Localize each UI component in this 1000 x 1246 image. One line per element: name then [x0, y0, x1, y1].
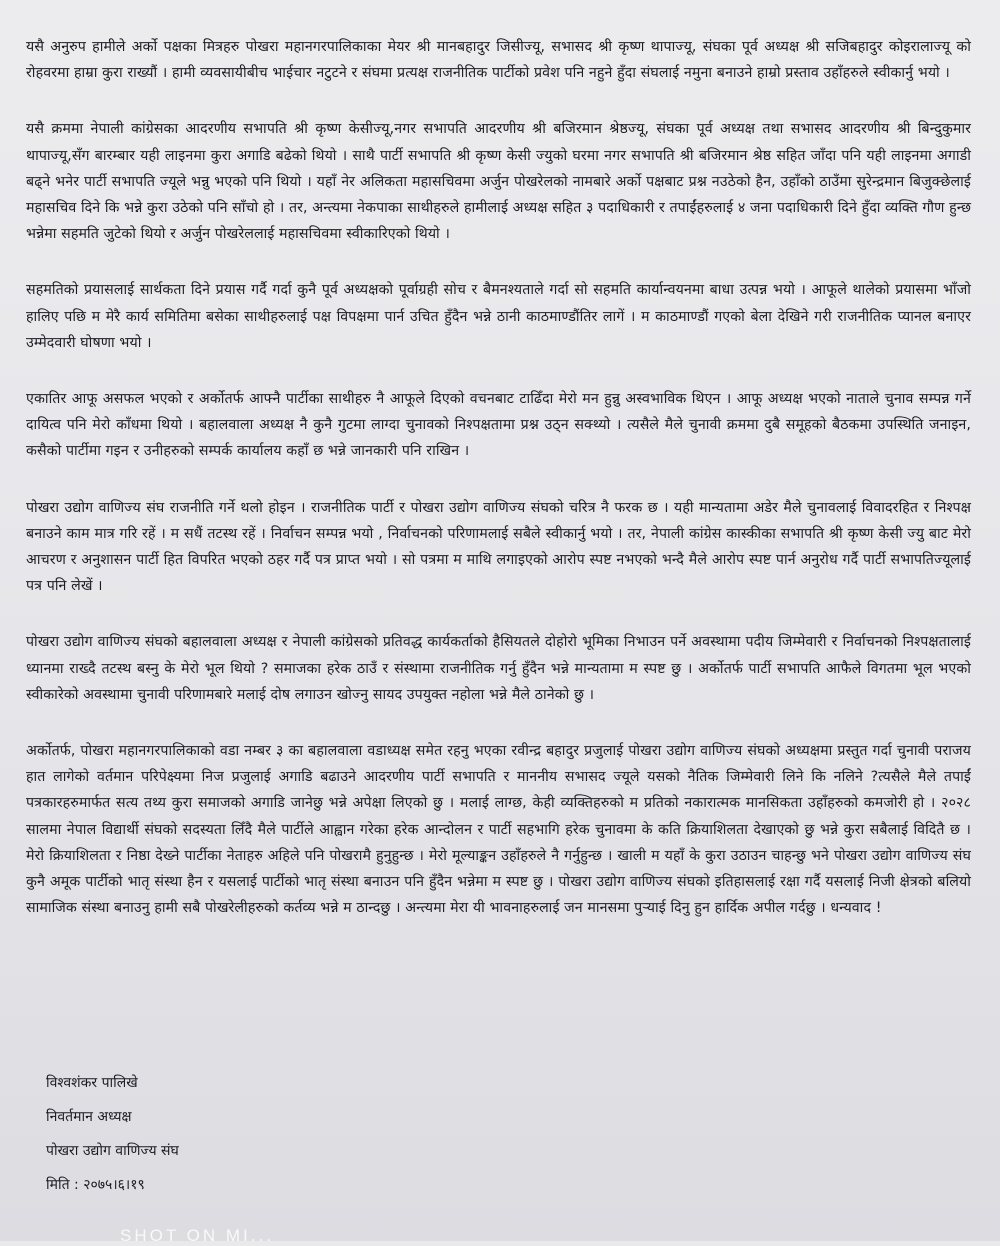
paragraph-1: यसै अनुरुप हामीले अर्को पक्षका मित्रहरु पोखरा महानगरपालिकाका मेयर श्री मानबहादुर जिसीज्यू, सभासद श्री कृष्ण थापाज्यू, संघका पूर्व अध्यक्ष श्री सजिबहादुर कोइरालाज्यू को रोहवरमा हाम्रा कुरा राख्यौं । हामी व्यवसायीबीच भाईचार नटुटने र संघमा प्रत्यक्ष राजनीतिक पार्टीको प्रवेश पनि नहुने हुँदा संघलाई नमुना बनाउने हाम्रो प्रस्ताव उहाँहरुले स्वीकार्नु भयो । — [26, 39, 971, 82]
signatory-designation: निवर्तमान अध्यक्ष — [46, 1109, 132, 1125]
signature-block — [46, 1066, 646, 1202]
signatory-name: विश्वशंकर पालिखे — [46, 1075, 138, 1091]
paragraph-2: यसै क्रममा नेपाली कांग्रेसका आदरणीय सभापति श्री कृष्ण केसीज्यू,नगर सभापति आदरणीय श्री बजिरमान श्रेष्ठज्यू, संघका पूर्व अध्यक्ष तथा सभासद आदरणीय श्री बिन्दुकुमार थापाज्यू,सँग बारम्बार यही लाइनमा कुरा अगाडि बढेको थियो । साथै पार्टी सभापति श्री कृष्ण केसी ज्युको घरमा नगर सभापति श्री बजिरमान श्रेष्ठ सहित जाँदा पनि यही लाइनमा अगाडी बढ्ने भनेर पार्टी सभापति ज्यूले भन्नु भएको पनि थियो । यहाँ नेर अलिकता महासचिवमा अर्जुन पोखरेलको नामबारे अर्को पक्षबाट प्रश्न नउठेको हैन, उहाँको ठाउँमा सुरेन्द्रमान बिजुक्छेलाई महासचिव दिने कि भन्ने कुरा उठेको पनि साँचो हो । तर, अन्त्यमा नेकपाका साथीहरुले हामीलाई अध्यक्ष सहित ३ पदाधिकारी र तपाईंहरुलाई ४ जना पदाधिकारी दिने हुँदा व्यक्ति गौण हुन्छ भन्नेमा सहमति जुटेको थियो र अर्जुन पोखरेललाई महासचिवमा स्वीकारिएको थियो । — [26, 121, 971, 243]
paragraph-5: पोखरा उद्योग वाणिज्य संघ राजनीति गर्ने थलो होइन । राजनीतिक पार्टी र पोखरा उद्योग वाणिज्य संघको चरित्र नै फरक छ । यही मान्यतामा अडेर मैले चुनावलाई विवादरहित र निश्पक्ष बनाउने काम मात्र गरि रहें । म सधैं तटस्थ रहें । निर्वाचन सम्पन्न भयो , निर्वाचनको परिणामलाई सबैले स्वीकार्नु भयो । तर, नेपाली कांग्रेस कास्कीका सभापति श्री कृष्ण केसी ज्यु बाट मेरो आचरण र अनुशासन पार्टी हित विपरित भएको ठहर गर्दै पत्र प्राप्त भयो । सो पत्रमा म माथि लगाइएको आरोप स्पष्ट नभएको भन्दै मैले आरोप स्पष्ट पार्न अनुरोध गर्दै पार्टी सभापतिज्यूलाई पत्र पनि लेखें । — [26, 499, 971, 595]
letter-date: मिति : २०७५।६।१९ — [46, 1177, 145, 1193]
paragraph-7: अर्कोतर्फ, पोखरा महानगरपालिकाको वडा नम्बर ३ का बहालवाला वडाध्यक्ष समेत रहनु भएका रवीन्द्र बहादुर प्रजुलाई पोखरा उद्योग वाणिज्य संघको अध्यक्षमा प्रस्तुत गर्दा चुनावी पराजय हात लागेको वर्तमान परिपेक्ष्यमा निज प्रजुलाई अगाडि बढाउने आदरणीय पार्टी सभापति र माननीय सभासद ज्यूले यसको नैतिक जिम्मेवारी लिने कि नलिने ?त्यसैले मैले तपाईं पत्रकारहरुमार्फत सत्य तथ्य कुरा समाजको अगाडि जानेछु भन्ने अपेक्षा लिएको छु । मलाई लाग्छ, केही व्यक्तिहरुको म प्रतिको नकारात्मक मानसिकता उहाँहरुको कमजोरी हो । २०२८ सालमा नेपाल विद्यार्थी संघको सदस्यता लिँदै मैले पार्टीले आह्वान गरेका हरेक आन्दोलन र पार्टी सहभागि हरेक चुनावमा के कति क्रियाशिलता देखाएको छु भन्ने कुरा सबैलाई विदितै छ । मेरो क्रियाशिलता र निष्ठा देख्ने पार्टीका नेताहरु अहिले पनि पोखरामै हुनुहुन्छ । मेरो मूल्याङ्कन उहाँहरुले नै गर्नुहुन्छ । खाली म यहाँ के कुरा उठाउन चाहन्छु भने पोखरा उद्योग वाणिज्य संघ कुनै अमूक पार्टीको भातृ संस्था हैन र यसलाई पार्टीको भातृ संस्था बनाउन पनि हुँदैन भन्नेमा म स्पष्ट छु । पोखरा उद्योग वाणिज्य संघको इतिहासलाई रक्षा गर्दै यसलाई निजी क्षेत्रको बलियो सामाजिक संस्था बनाउनु हामी सबै पोखरेलीहरुको कर्तव्य भन्ने म ठान्दछु । अन्त्यमा मेरा यी भावनाहरुलाई जन मानसमा पुऱ्याई दिनु हुन हार्दिक अपील गर्दछु । धन्यवाद ! — [26, 743, 971, 917]
signatory-organization: पोखरा उद्योग वाणिज्य संघ — [46, 1143, 179, 1159]
paragraph-6: पोखरा उद्योग वाणिज्य संघको बहालवाला अध्यक्ष र नेपाली कांग्रेसको प्रतिवद्ध कार्यकर्ताको हैसियतले दोहोरो भूमिका निभाउन पर्ने अवस्थामा पदीय जिम्मेवारी र निर्वाचनको निश्पक्षतालाई ध्यानमा राख्दै तटस्थ बस्नु के मेरो भूल थियो ? समाजका हरेक ठाउँ र संस्थामा राजनीतिक गर्नु हुँदैन भन्ने मान्यतामा म स्पष्ट छु । अर्कोतर्फ पार्टी सभापति आफैले विगतमा भूल भएको स्वीकारेको अवस्थामा चुनावी परिणामबारे मलाई दोष लगाउन खोज्नु सायद उपयुक्त नहोला भन्ने मैले ठानेको छु । — [26, 634, 971, 703]
letter-body — [26, 34, 971, 951]
camera-watermark: SHOT ON MI... — [120, 1226, 274, 1245]
paragraph-4: एकातिर आफू असफल भएको र अर्कोतर्फ आफ्नै पार्टीका साथीहरु नै आफूले दिएको वचनबाट टाढिँदा मेरो मन हुन्नु अस्वभाविक थिएन । आफू अध्यक्ष भएको नाताले चुनाव सम्पन्न गर्ने दायित्व पनि मेरो काँधमा थियो । बहालवाला अध्यक्ष नै कुनै गुटमा लाग्दा चुनावको निश्पक्षतामा प्रश्न उठ्न सक्थ्यो । त्यसैले मैले चुनावी क्रममा दुबै समूहको बैठकमा उपस्थिति जनाइन, कसैको पार्टीमा गइन र उनीहरुको सम्पर्क कार्यालय कहाँ छ भन्ने जानकारी पनि राखिन । — [26, 391, 971, 460]
paragraph-3: सहमतिको प्रयासलाई सार्थकता दिने प्रयास गर्दै गर्दा कुनै पूर्व अध्यक्षको पूर्वाग्रही सोच र बैमनश्यताले गर्दा सो सहमति कार्यान्वयनमा बाधा उत्पन्न भयो । आफूले थालेको प्रयासमा भाँजो हालिए पछि म मेरै कार्य समितिमा बसेका साथीहरुलाई पक्ष विपक्षमा पार्न उचित हुँदैन भन्ने ठानी काठमाण्डौंतिर लागें । म काठमाण्डौं गएको बेला देखिने गरी राजनीतिक प्यानल बनाएर उम्मेदवारी घोषणा भयो । — [26, 282, 971, 351]
